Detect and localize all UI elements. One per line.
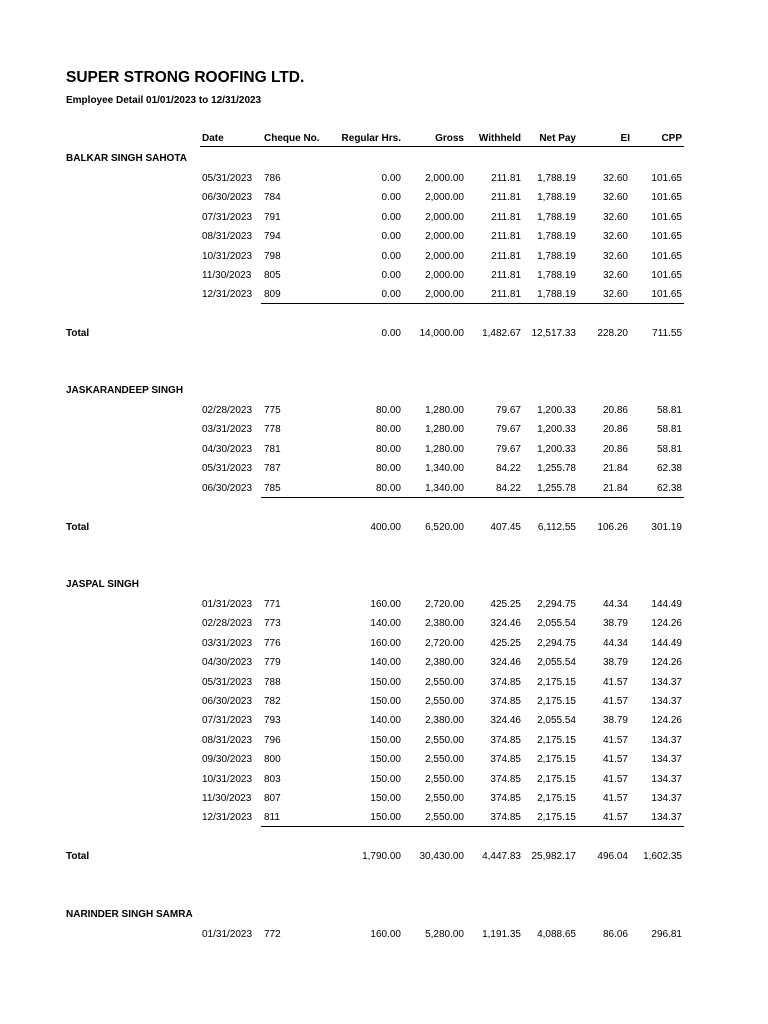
total-regular-hrs: 400.00 (370, 521, 401, 533)
cell-net-pay: 2,055.54 (537, 715, 576, 727)
cell-net-pay: 2,175.15 (537, 773, 576, 785)
cell-ei: 20.86 (602, 424, 628, 436)
cell-ei: 32.60 (602, 289, 628, 301)
cell-regular-hrs: 0.00 (381, 231, 401, 243)
cell-regular-hrs: 150.00 (370, 734, 401, 746)
cell-ei: 86.06 (602, 929, 628, 940)
cell-gross: 1,340.00 (425, 482, 464, 494)
cell-net-pay: 1,788.19 (537, 231, 576, 243)
cell-gross: 2,550.00 (425, 696, 464, 707)
cell-date: 12/31/2023 (202, 289, 253, 301)
cell-withheld: 79.67 (495, 424, 521, 436)
total-net-pay: 25,982.17 (531, 851, 576, 863)
cell-net-pay: 1,200.33 (537, 443, 576, 455)
cell-net-pay: 1,255.78 (537, 463, 576, 475)
cell-ei: 41.57 (602, 793, 628, 804)
cell-withheld: 425.25 (490, 599, 521, 610)
cell-date: 07/31/2023 (202, 715, 253, 727)
cell-date: 11/30/2023 (202, 270, 252, 281)
cell-regular-hrs: 0.00 (381, 289, 401, 301)
cell-cheque: 803 (264, 773, 281, 785)
cell-gross: 2,000.00 (425, 270, 464, 281)
cell-date: 09/30/2023 (202, 754, 253, 766)
cell-cpp: 62.38 (656, 482, 682, 494)
total-label: Total (66, 328, 90, 340)
cell-net-pay: 2,294.75 (537, 637, 576, 649)
cell-withheld: 1,191.35 (482, 929, 521, 940)
cell-withheld: 211.81 (491, 211, 521, 223)
cell-date: 04/30/2023 (202, 657, 253, 669)
cell-net-pay: 1,788.19 (537, 173, 576, 184)
cell-withheld: 79.67 (495, 443, 521, 455)
employee-name: NARINDER SINGH SAMRA (66, 909, 193, 920)
cell-date: 05/31/2023 (202, 463, 253, 475)
cell-net-pay: 2,175.15 (537, 734, 576, 746)
cell-gross: 2,550.00 (425, 812, 464, 824)
cell-net-pay: 1,255.78 (537, 482, 576, 494)
cell-ei: 41.57 (602, 676, 628, 688)
cell-cheque: 798 (264, 250, 281, 262)
cell-cpp: 101.65 (651, 173, 682, 184)
cell-cheque: 782 (264, 696, 281, 707)
col-header-date: Date (202, 133, 224, 144)
cell-cheque: 809 (264, 289, 281, 301)
total-gross: 14,000.00 (419, 328, 464, 340)
subtotal-rule (261, 497, 684, 498)
cell-gross: 5,280.00 (425, 929, 464, 940)
cell-ei: 41.57 (602, 696, 628, 707)
cell-cpp: 144.49 (651, 637, 682, 649)
cell-regular-hrs: 80.00 (375, 405, 401, 416)
cell-regular-hrs: 140.00 (370, 657, 401, 669)
cell-cheque: 805 (264, 270, 281, 281)
total-gross: 6,520.00 (425, 521, 464, 533)
cell-net-pay: 2,175.15 (537, 696, 576, 707)
cell-cheque: 800 (264, 754, 281, 766)
cell-cpp: 124.26 (651, 715, 682, 727)
cell-date: 04/30/2023 (202, 443, 253, 455)
cell-net-pay: 2,055.54 (537, 657, 576, 669)
cell-date: 05/31/2023 (202, 173, 253, 184)
cell-date: 03/31/2023 (202, 424, 253, 436)
cell-gross: 1,280.00 (425, 424, 464, 436)
cell-cpp: 124.26 (651, 657, 682, 669)
cell-ei: 32.60 (602, 270, 628, 281)
cell-withheld: 374.85 (490, 773, 521, 785)
cell-regular-hrs: 80.00 (375, 482, 401, 494)
cell-cheque: 786 (264, 173, 281, 184)
cell-ei: 32.60 (602, 211, 628, 223)
employee-name: JASKARANDEEP SINGH (66, 385, 184, 396)
cell-date: 01/31/2023 (202, 599, 253, 610)
cell-gross: 2,000.00 (425, 289, 464, 301)
cell-cheque: 788 (264, 676, 281, 688)
cell-withheld: 324.46 (490, 715, 521, 727)
cell-cpp: 101.65 (651, 270, 682, 281)
cell-ei: 41.57 (602, 754, 628, 766)
cell-cpp: 101.65 (651, 192, 682, 204)
cell-cpp: 134.37 (651, 696, 682, 707)
total-gross: 30,430.00 (419, 851, 464, 863)
subtotal-rule (261, 303, 684, 304)
cell-regular-hrs: 140.00 (370, 618, 401, 630)
cell-ei: 32.60 (602, 231, 628, 243)
cell-gross: 1,340.00 (425, 463, 464, 475)
total-regular-hrs: 0.00 (381, 328, 401, 340)
cell-cpp: 62.38 (656, 463, 682, 475)
cell-cpp: 134.37 (651, 773, 682, 785)
cell-regular-hrs: 150.00 (370, 696, 401, 707)
cell-cheque: 784 (264, 192, 281, 204)
cell-cheque: 787 (264, 463, 281, 475)
total-net-pay: 12,517.33 (531, 328, 576, 340)
cell-cheque: 772 (264, 929, 281, 940)
cell-net-pay: 1,200.33 (537, 424, 576, 436)
cell-net-pay: 1,788.19 (537, 289, 576, 301)
cell-withheld: 324.46 (490, 618, 521, 630)
cell-date: 02/28/2023 (202, 405, 253, 416)
cell-regular-hrs: 150.00 (370, 773, 401, 785)
cell-ei: 44.34 (602, 637, 628, 649)
cell-date: 08/31/2023 (202, 734, 253, 746)
cell-withheld: 374.85 (490, 734, 521, 746)
cell-regular-hrs: 0.00 (381, 211, 401, 223)
total-label: Total (66, 521, 90, 533)
total-regular-hrs: 1,790.00 (362, 851, 401, 863)
cell-ei: 21.84 (602, 463, 628, 475)
cell-withheld: 374.85 (490, 754, 521, 766)
cell-gross: 2,550.00 (425, 793, 464, 804)
total-ei: 106.26 (597, 521, 628, 533)
cell-net-pay: 2,175.15 (537, 754, 576, 766)
cell-date: 08/31/2023 (202, 231, 253, 243)
cell-date: 10/31/2023 (202, 250, 253, 262)
cell-date: 01/31/2023 (202, 929, 253, 940)
cell-regular-hrs: 80.00 (375, 443, 401, 455)
cell-ei: 41.57 (602, 812, 628, 824)
cell-cheque: 785 (264, 482, 281, 494)
cell-cheque: 793 (264, 715, 281, 727)
cell-regular-hrs: 150.00 (370, 754, 401, 766)
total-ei: 496.04 (597, 851, 628, 863)
cell-regular-hrs: 0.00 (381, 192, 401, 204)
total-cpp: 301.19 (651, 521, 682, 533)
cell-regular-hrs: 0.00 (381, 250, 401, 262)
cell-withheld: 84.22 (495, 463, 521, 475)
cell-cheque: 794 (264, 231, 281, 243)
cell-cheque: 771 (264, 599, 281, 610)
cell-net-pay: 1,788.19 (537, 192, 576, 204)
cell-withheld: 79.67 (495, 405, 521, 416)
total-cpp: 1,602.35 (643, 851, 682, 863)
cell-net-pay: 1,788.19 (537, 250, 576, 262)
cell-ei: 41.57 (602, 734, 628, 746)
cell-net-pay: 2,175.15 (537, 812, 576, 824)
cell-gross: 2,380.00 (425, 618, 464, 630)
cell-date: 06/30/2023 (202, 192, 253, 204)
cell-ei: 20.86 (602, 443, 628, 455)
cell-ei: 38.79 (602, 715, 628, 727)
cell-net-pay: 2,055.54 (537, 618, 576, 630)
cell-cpp: 296.81 (651, 929, 682, 940)
total-withheld: 407.45 (490, 521, 521, 533)
cell-regular-hrs: 140.00 (370, 715, 401, 727)
col-header-cheque: Cheque No. (264, 133, 320, 144)
cell-cheque: 775 (264, 405, 281, 416)
cell-cheque: 778 (264, 424, 281, 436)
cell-gross: 2,380.00 (425, 715, 464, 727)
cell-withheld: 425.25 (490, 637, 521, 649)
cell-ei: 38.79 (602, 618, 628, 630)
cell-withheld: 211.81 (491, 270, 521, 281)
cell-gross: 2,380.00 (425, 657, 464, 669)
cell-regular-hrs: 0.00 (381, 173, 401, 184)
cell-cpp: 101.65 (651, 231, 682, 243)
cell-ei: 38.79 (602, 657, 628, 669)
cell-gross: 2,000.00 (425, 173, 464, 184)
cell-regular-hrs: 80.00 (375, 424, 401, 436)
cell-cpp: 58.81 (656, 405, 682, 416)
cell-date: 06/30/2023 (202, 482, 253, 494)
cell-gross: 2,000.00 (425, 250, 464, 262)
cell-cheque: 779 (264, 657, 281, 669)
cell-regular-hrs: 0.00 (381, 270, 401, 281)
cell-withheld: 374.85 (490, 812, 521, 824)
total-net-pay: 6,112.55 (537, 521, 576, 533)
total-label: Total (66, 851, 90, 863)
cell-gross: 1,280.00 (425, 443, 464, 455)
cell-net-pay: 1,788.19 (537, 211, 576, 223)
cell-withheld: 211.81 (491, 173, 521, 184)
cell-cheque: 781 (264, 443, 281, 455)
cell-gross: 1,280.00 (425, 405, 464, 416)
cell-ei: 32.60 (602, 250, 628, 262)
cell-ei: 32.60 (602, 173, 628, 184)
cell-cpp: 134.37 (651, 734, 682, 746)
col-header-ei: EI (620, 133, 630, 144)
cell-net-pay: 4,088.65 (537, 929, 576, 940)
employee-name: JASPAL SINGH (66, 579, 139, 590)
cell-gross: 2,550.00 (425, 734, 464, 746)
cell-regular-hrs: 80.00 (375, 463, 401, 475)
cell-gross: 2,720.00 (425, 637, 464, 649)
cell-cpp: 101.65 (651, 211, 682, 223)
subtotal-rule (261, 826, 684, 827)
company-title: SUPER STRONG ROOFING LTD. (66, 69, 305, 86)
cell-withheld: 211.81 (491, 192, 521, 204)
cell-cpp: 101.65 (651, 289, 682, 301)
cell-withheld: 211.81 (491, 289, 521, 301)
cell-net-pay: 2,175.15 (537, 676, 576, 688)
header-rule (200, 146, 684, 147)
cell-net-pay: 1,200.33 (537, 405, 576, 416)
total-withheld: 1,482.67 (482, 328, 521, 340)
total-withheld: 4,447.83 (482, 851, 521, 863)
cell-gross: 2,550.00 (425, 676, 464, 688)
total-cpp: 711.55 (652, 328, 682, 340)
cell-regular-hrs: 150.00 (370, 676, 401, 688)
cell-ei: 32.60 (602, 192, 628, 204)
cell-net-pay: 1,788.19 (537, 270, 576, 281)
cell-withheld: 211.81 (491, 231, 521, 243)
cell-withheld: 374.85 (490, 793, 521, 804)
report-subtitle: Employee Detail 01/01/2023 to 12/31/2023 (66, 95, 262, 106)
cell-cheque: 776 (264, 637, 281, 649)
col-header-gross: Gross (435, 133, 464, 144)
cell-date: 07/31/2023 (202, 211, 253, 223)
cell-ei: 21.84 (602, 482, 628, 494)
cell-gross: 2,000.00 (425, 231, 464, 243)
cell-gross: 2,000.00 (425, 211, 464, 223)
cell-withheld: 84.22 (495, 482, 521, 494)
col-header-cpp: CPP (661, 133, 682, 144)
cell-cpp: 134.37 (651, 676, 682, 688)
cell-cpp: 134.37 (651, 754, 682, 766)
cell-ei: 41.57 (602, 773, 628, 785)
cell-date: 06/30/2023 (202, 696, 253, 707)
cell-cheque: 791 (264, 211, 281, 223)
cell-ei: 20.86 (602, 405, 628, 416)
cell-cpp: 144.49 (651, 599, 682, 610)
cell-cpp: 101.65 (651, 250, 682, 262)
cell-cheque: 811 (264, 812, 280, 824)
cell-regular-hrs: 160.00 (370, 599, 401, 610)
cell-withheld: 374.85 (490, 676, 521, 688)
cell-withheld: 374.85 (490, 696, 521, 707)
cell-cpp: 58.81 (656, 443, 682, 455)
col-header-regular-hrs: Regular Hrs. (341, 133, 401, 144)
cell-date: 02/28/2023 (202, 618, 253, 630)
cell-date: 05/31/2023 (202, 676, 253, 688)
cell-date: 12/31/2023 (202, 812, 253, 824)
cell-gross: 2,000.00 (425, 192, 464, 204)
cell-cpp: 134.37 (651, 793, 682, 804)
cell-ei: 44.34 (602, 599, 628, 610)
employee-name: BALKAR SINGH SAHOTA (66, 153, 187, 164)
cell-regular-hrs: 150.00 (370, 793, 401, 804)
cell-date: 10/31/2023 (202, 773, 253, 785)
cell-cheque: 807 (264, 793, 281, 804)
cell-gross: 2,550.00 (425, 754, 464, 766)
cell-gross: 2,720.00 (425, 599, 464, 610)
cell-gross: 2,550.00 (425, 773, 464, 785)
cell-net-pay: 2,175.15 (537, 793, 576, 804)
cell-cpp: 124.26 (651, 618, 682, 630)
cell-date: 11/30/2023 (202, 793, 252, 804)
total-ei: 228.20 (597, 328, 628, 340)
cell-net-pay: 2,294.75 (537, 599, 576, 610)
cell-cpp: 134.37 (651, 812, 682, 824)
cell-regular-hrs: 160.00 (370, 929, 401, 940)
cell-regular-hrs: 150.00 (370, 812, 401, 824)
cell-cpp: 58.81 (656, 424, 682, 436)
cell-cheque: 773 (264, 618, 281, 630)
cell-withheld: 324.46 (490, 657, 521, 669)
col-header-withheld: Withheld (478, 133, 521, 144)
cell-regular-hrs: 160.00 (370, 637, 401, 649)
cell-cheque: 796 (264, 734, 281, 746)
cell-date: 03/31/2023 (202, 637, 253, 649)
col-header-net-pay: Net Pay (539, 133, 576, 144)
cell-withheld: 211.81 (491, 250, 521, 262)
